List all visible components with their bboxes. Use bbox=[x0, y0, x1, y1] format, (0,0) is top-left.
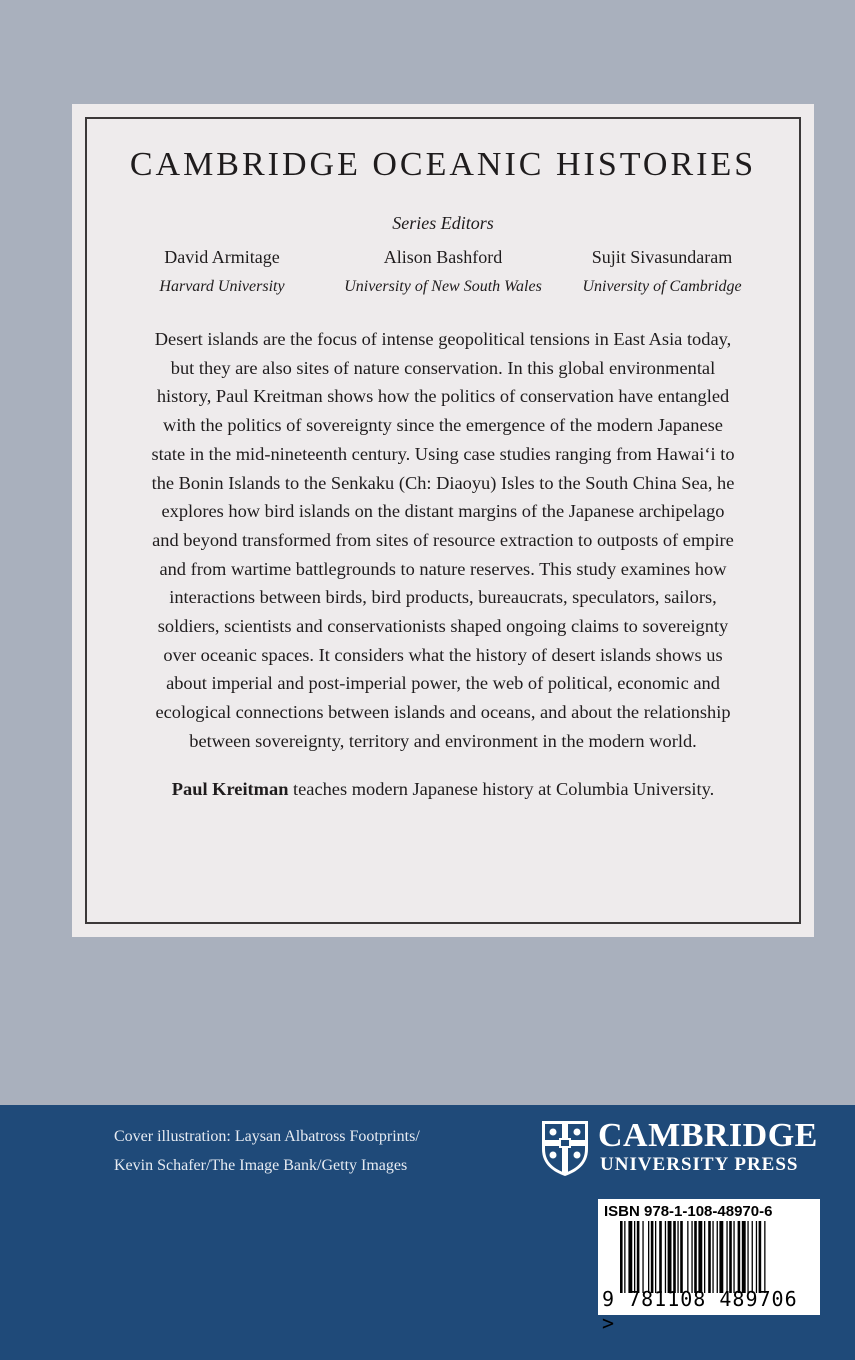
back-cover-panel bbox=[72, 104, 814, 937]
publisher-subtitle: UNIVERSITY PRESS bbox=[600, 1154, 799, 1175]
blurb-line: the Bonin Islands to the Senkaku (Ch: Diaoyu) Isles to the South China Sea, he bbox=[151, 472, 735, 493]
series-title: CAMBRIDGE OCEANIC HISTORIES bbox=[129, 146, 757, 183]
blurb-line: over oceanic spaces. It considers what the history of desert islands shows us bbox=[163, 644, 723, 665]
editor-institution: University of New South Wales bbox=[344, 278, 542, 295]
credit-line: Cover illustration: Laysan Albatross Footprints/ bbox=[114, 1128, 420, 1145]
editor-name: Sujit Sivasundaram bbox=[591, 247, 733, 267]
blurb-line: and from wartime battlegrounds to nature reserves. This study examines how bbox=[159, 558, 727, 579]
blurb-line: explores how bird islands on the distant margins of the Japanese archipelago bbox=[161, 501, 725, 522]
blurb-line: state in the mid-nineteenth century. Using case studies ranging from Hawaiʻi to bbox=[151, 443, 735, 464]
editor-bashford bbox=[323, 242, 563, 302]
editor-name: David Armitage bbox=[164, 247, 280, 267]
blurb-line: between sovereignty, territory and environment in the modern world. bbox=[189, 730, 697, 751]
publisher-name: CAMBRIDGE bbox=[598, 1117, 818, 1154]
isbn-label: ISBN 978-1-108-48970-6 bbox=[604, 1203, 773, 1220]
author-name: Paul Kreitman bbox=[171, 778, 289, 799]
blurb-line: interactions between birds, bird products, bureaucrats, speculators, sailors, bbox=[169, 587, 717, 608]
publisher-band bbox=[0, 1105, 855, 1360]
editor-institution: Harvard University bbox=[159, 278, 285, 295]
blurb-line: soldiers, scientists and conservationists shaped ongoing claims to sovereignty bbox=[157, 616, 729, 637]
barcode-digits: 9 781108 489706 > bbox=[602, 1287, 798, 1335]
blurb-line: but they are also sites of nature conservation. In this global environmental bbox=[170, 357, 716, 378]
crest-icon bbox=[540, 1119, 590, 1177]
editor-name: Alison Bashford bbox=[383, 247, 503, 267]
series-editors-heading: Series Editors bbox=[392, 213, 494, 233]
author-bio: teaches modern Japanese history at Columbia University. bbox=[288, 778, 715, 799]
blurb-line: Desert islands are the focus of intense geopolitical tensions in East Asia today, bbox=[154, 329, 732, 349]
blurb-line: about imperial and post-imperial power, the web of political, economic and bbox=[166, 673, 720, 694]
cover-credit bbox=[114, 1122, 514, 1180]
blurb-line: and beyond transformed from sites of resource extraction to outposts of empire bbox=[152, 529, 734, 550]
blurb-line: ecological connections between islands and oceans, and about the relationship bbox=[155, 702, 731, 723]
credit-line: Kevin Schafer/The Image Bank/Getty Images bbox=[114, 1157, 408, 1174]
blurb-line: with the politics of sovereignty since the emergence of the modern Japanese bbox=[163, 415, 723, 436]
barcode bbox=[598, 1199, 820, 1335]
cambridge-logo bbox=[540, 1117, 830, 1179]
editor-sivasundaram bbox=[542, 242, 782, 302]
editor-institution: University of Cambridge bbox=[582, 278, 742, 295]
author-note bbox=[112, 775, 774, 804]
book-description bbox=[112, 325, 774, 803]
barcode-bars bbox=[620, 1221, 810, 1293]
blurb-line: history, Paul Kreitman shows how the politics of conservation have entangled bbox=[156, 386, 730, 407]
editor-armitage bbox=[102, 242, 342, 302]
